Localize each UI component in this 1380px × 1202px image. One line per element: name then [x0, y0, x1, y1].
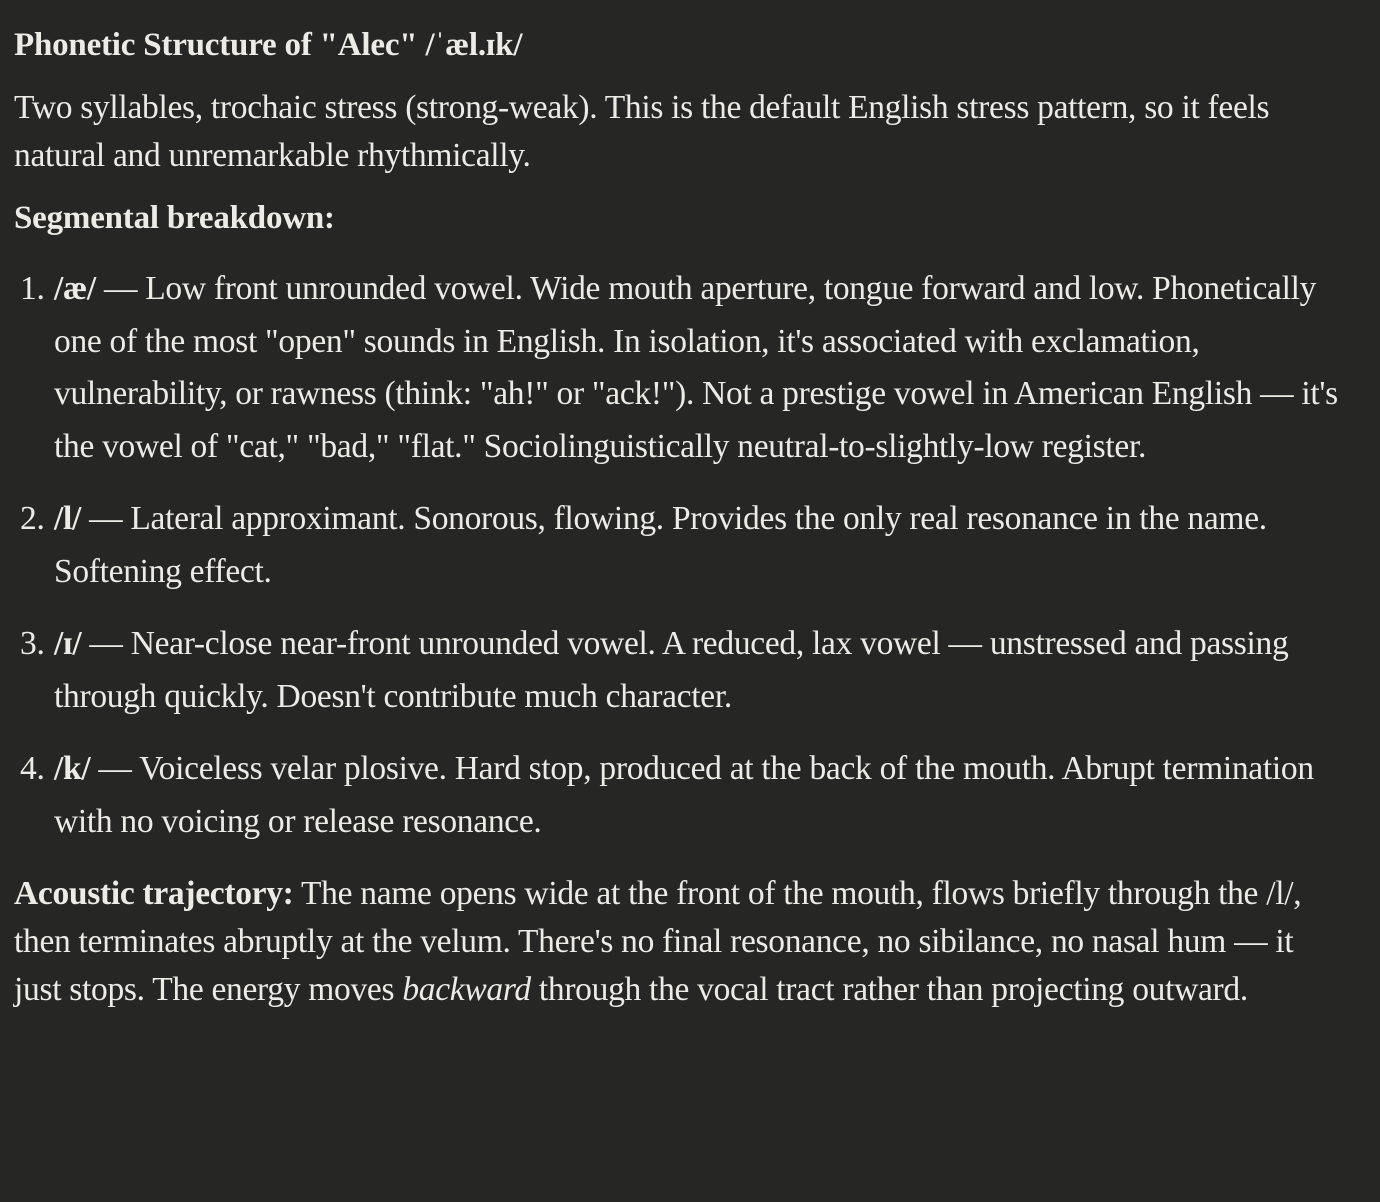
segment-symbol: /l/ — [54, 500, 82, 537]
segment-symbol: /æ/ — [54, 270, 96, 307]
acoustic-text-before: The name opens wide at the front of the mouth, flows briefly through the /l/, then terminates abruptly at the velum. There's no final resonance, no sibilance, no nasal hum — it just stops. The energy moves — [14, 875, 1302, 1008]
acoustic-trajectory-paragraph — [14, 870, 1342, 1014]
segment-symbol: /ɪ/ — [54, 625, 82, 662]
segment-symbol: /k/ — [54, 750, 91, 787]
list-item-number: 4. — [20, 750, 45, 787]
list-item-number: 2. — [20, 500, 45, 537]
list-item-number: 3. — [20, 625, 45, 662]
list-item-number: 1. — [20, 270, 45, 307]
list-item — [14, 263, 1342, 473]
segment-description: — Lateral approximant. Sonorous, flowing. Provides the only real resonance in the name. Softening effect. — [54, 500, 1267, 590]
segmental-breakdown-label: Segmental breakdown: — [14, 200, 335, 236]
segment-list — [14, 263, 1342, 848]
segment-description: — Voiceless velar plosive. Hard stop, produced at the back of the mouth. Abrupt termination with no voicing or release resonance. — [54, 750, 1314, 840]
section-heading: Phonetic Structure of "Alec" /ˈæl.ɪk/ — [14, 27, 523, 63]
acoustic-emphasis: backward — [402, 971, 531, 1008]
acoustic-text-after: through the vocal tract rather than projecting outward. — [530, 971, 1248, 1008]
list-item — [14, 618, 1342, 723]
intro-paragraph: Two syllables, trochaic stress (strong-weak). This is the default English stress pattern, so it feels natural and unremarkable rhythmically. — [14, 89, 1270, 174]
segment-description: — Low front unrounded vowel. Wide mouth aperture, tongue forward and low. Phonetically one of the most "open" sounds in English. In isolation, it's associated with exclamation, vulnerability, or rawness (think: "ah!" or "ack!"). Not a prestige vowel in American English — it's the vowel of "cat," "bad," "flat." Sociolinguistically neutral-to-slightly-low register. — [54, 270, 1338, 465]
acoustic-trajectory-label: Acoustic trajectory: — [14, 875, 294, 912]
list-item — [14, 493, 1342, 598]
list-item — [14, 743, 1342, 848]
segment-description: — Near-close near-front unrounded vowel. A reduced, lax vowel — unstressed and passing through quickly. Doesn't contribute much character. — [54, 625, 1289, 715]
